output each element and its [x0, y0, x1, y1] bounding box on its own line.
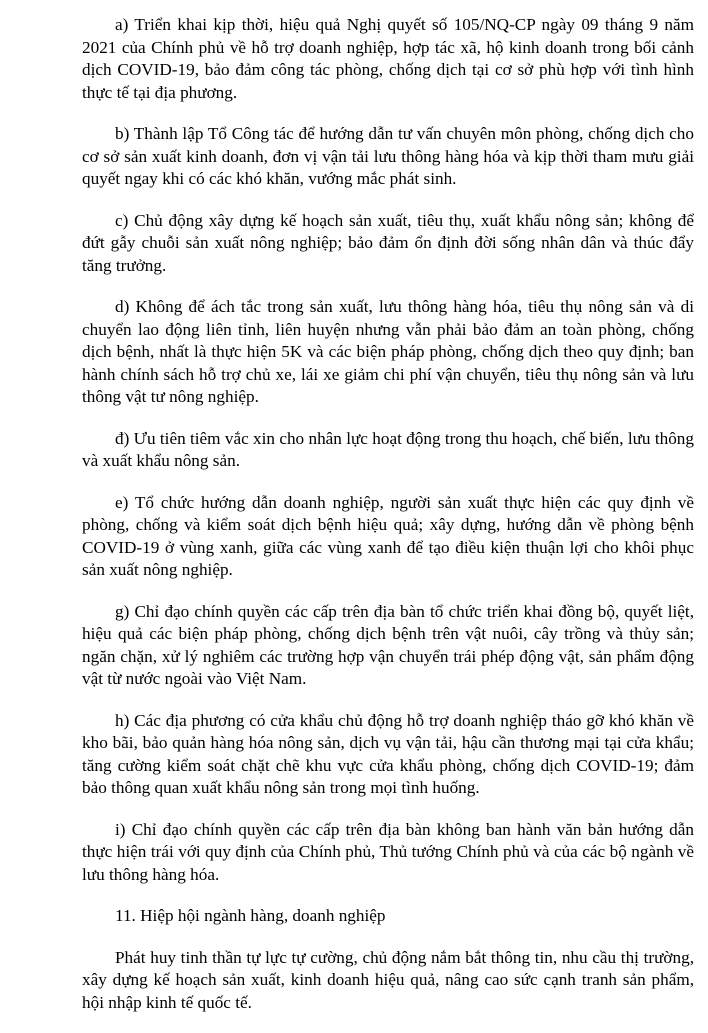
- paragraph-c: c) Chủ động xây dựng kế hoạch sản xuất, tiêu thụ, xuất khẩu nông sản; không để đứt gẫy chuỗi sản xuất nông nghiệp; bảo đảm ổn định đời sống nhân dân và thúc đẩy tăng trưởng.: [82, 210, 694, 275]
- paragraph-a: a) Triển khai kịp thời, hiệu quả Nghị quyết số 105/NQ-CP ngày 09 tháng 9 năm 2021 của Chính phủ về hỗ trợ doanh nghiệp, hợp tác xã, hộ kinh doanh trong bối cảnh dịch COVID-19, bảo đảm công tác phòng, chống dịch tại cơ sở phù hợp với tình hình thực tế tại địa phương.: [82, 15, 694, 102]
- paragraph-d: d) Không để ách tắc trong sản xuất, lưu thông hàng hóa, tiêu thụ nông sản và di chuyển lao động liên tỉnh, liên huyện nhưng vẫn phải bảo đảm an toàn phòng, chống dịch bệnh, nhất là thực hiện 5K và các biện pháp phòng, chống dịch theo quy định; ban hành chính sách hỗ trợ chủ xe, lái xe giảm chi phí vận chuyển, tiêu thụ nông sản và lưu thông vật tư nông nghiệp.: [82, 297, 694, 406]
- document-page: [82, 14, 694, 1033]
- paragraph-g: g) Chỉ đạo chính quyền các cấp trên địa bàn tổ chức triển khai đồng bộ, quyết liệt, hiệu quả các biện pháp phòng, chống dịch bệnh trên vật nuôi, cây trồng và thủy sản; ngăn chặn, xử lý nghiêm các trường hợp vận chuyển trái phép động vật, sản phẩm động vật từ nước ngoài vào Việt Nam.: [82, 601, 694, 688]
- paragraph-i: i) Chỉ đạo chính quyền các cấp trên địa bàn không ban hành văn bản hướng dẫn thực hiện trái với quy định của Chính phủ, Thủ tướng Chính phủ và của các bộ ngành về lưu thông hàng hóa.: [82, 819, 694, 884]
- section-heading-11: 11. Hiệp hội ngành hàng, doanh nghiệp: [115, 906, 386, 925]
- paragraph-h: h) Các địa phương có cửa khẩu chủ động hỗ trợ doanh nghiệp tháo gỡ khó khăn về kho bãi, bảo quản hàng hóa nông sản, dịch vụ vận tải, hậu cần thương mại tại cửa khẩu; tăng cường kiểm soát chặt chẽ khu vực cửa khẩu phòng, chống dịch COVID-19; đảm bảo thông quan xuất khẩu nông sản trong mọi tình huống.: [82, 710, 694, 797]
- paragraph-b: b) Thành lập Tổ Công tác để hướng dẫn tư vấn chuyên môn phòng, chống dịch cho cơ sở sản xuất kinh doanh, đơn vị vận tải lưu thông hàng hóa và kịp thời tham mưu giải quyết ngay khi có các khó khăn, vướng mắc phát sinh.: [82, 124, 694, 188]
- paragraph-e: e) Tổ chức hướng dẫn doanh nghiệp, người sản xuất thực hiện các quy định về phòng, chống và kiểm soát dịch bệnh hiệu quả; xây dựng, hướng dẫn về phòng bệnh COVID-19 ở vùng xanh, giữa các vùng xanh để tạo điều kiện thuận lợi cho khôi phục sản xuất nông nghiệp.: [82, 492, 694, 579]
- paragraph-dd: đ) Ưu tiên tiêm vắc xin cho nhân lực hoạt động trong thu hoạch, chế biến, lưu thông và xuất khẩu nông sản.: [82, 428, 694, 470]
- paragraph-section-11-body: Phát huy tinh thần tự lực tự cường, chủ động nắm bắt thông tin, nhu cầu thị trường, xây dựng kế hoạch sản xuất, kinh doanh hiệu quả, nâng cao sức cạnh tranh sản phẩm, hội nhập kinh tế quốc tế.: [82, 947, 694, 1012]
